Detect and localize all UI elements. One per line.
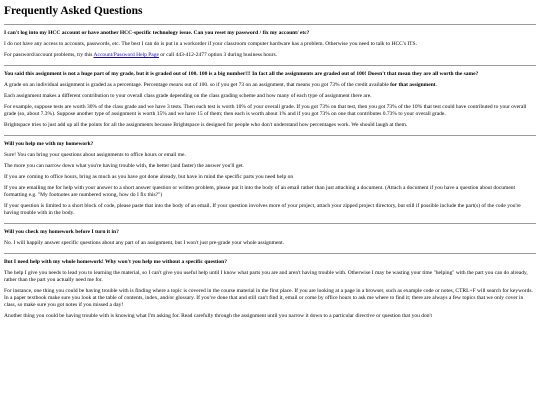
faq-answer-paragraph: I do not have any access to accounts, passwords, etc. The best I can do is put in a workorder if your classroom computer hardware has a problem. Otherwise you need to talk to HCC's ITS.: [4, 41, 417, 47]
faq-answer-paragraph: Each assignment makes a different contribution to your overall class grade depending on the class grading scheme and how many of each type of assignment there are.: [4, 93, 372, 99]
faq-answer-paragraph: [4, 52, 536, 59]
faq-answer-paragraph: If you are emailing me for help with your answer to a short answer question or written problem, please put it into the body of an email rather than just attaching a document. (Attach a document if you have a question about document formatting e.g. "My footnotes are numbered wrong, how do I fix this?"): [4, 185, 516, 198]
faq-answer-paragraph: If you are coming to office hours, bring as much as you have got done already, but have in mind the specific parts you need help on: [4, 174, 294, 180]
faq-answer-paragraph: No. I will happily answer specific questions about any part of an assignment, but I won't just pre-grade your whole assignment.: [4, 240, 285, 246]
page-title: Frequently Asked Questions: [4, 5, 143, 17]
faq-item: [4, 30, 536, 59]
faq-item: [4, 229, 536, 247]
answer-text: or call 443-412-2477 option 3 during business hours.: [158, 52, 278, 58]
faq-question: I can't log into my HCC account or have another HCC-specific technology issue. Can you reset my password / fix my account/ etc?: [4, 30, 310, 36]
faq-answer-paragraph: The help I give you needs to lead you to learning the material, so I can't give you useful help until I know what parts you are and aren't having trouble with. Otherwise I may be wasting your time "helping" with the part you can do already, rather than the part you actually need me for.: [4, 270, 528, 283]
divider: [4, 65, 536, 66]
faq-answer-paragraph: The more you can narrow down what you're having trouble with, the better (and faster) the answer you'll get.: [4, 163, 244, 169]
faq-item: [4, 259, 536, 320]
faq-answer-paragraph: For instance, one thing you could be having trouble with is finding where a topic is covered in the course material in the first place. If you are looking at a page in a browser, such as example code or notes, CTRL+F will search for keywords. In a paper textbook make sure you look at the table of contents, index, and/or glossary. If you've done that and still can't find it, email or come by office hours to ask me where to find it; there are always a few topics that we only cover in class, so make sure you got notes if you missed a day!: [4, 288, 533, 308]
faq-answer-paragraph: Brightspace tries to just add up all the points for all the assignments because Brightspace is designed for people who don't understand how percentages work. We should laugh at them.: [4, 122, 408, 128]
faq-answer-paragraph: For example, suppose tests are worth 30% of the class grade and we have 3 tests. Then each test is worth 10% of your overall grade. If you got 73% on that test, then you got 73% of the 10% that test could have contributed to your overall grade (so, about 7.3%). Suppose another type of assignment is worth 15% and we have 15 of them; then each is worth about 1% and if you got 73% on one that contributes 0.73% to your overall grade.: [4, 104, 527, 117]
answer-text: .: [435, 82, 437, 88]
account-help-link[interactable]: Account/Password Help Page: [93, 52, 159, 58]
faq-answer-paragraph: Sure! You can bring your questions about assignments to office hours or email me.: [4, 152, 186, 158]
faq-question: Will you check my homework before I turn it in?: [4, 229, 119, 235]
bold-text: for that assignment: [390, 82, 436, 88]
faq-item: [4, 141, 536, 217]
faq-question: You said this assignment is not a huge part of my grade, but it is graded out of 100. 100 is a big number!!! In fact all the assignments are graded out of 100! Doesn't that mean they are all worth the same?: [4, 71, 479, 77]
answer-text: For password/account problems, try this: [4, 52, 94, 58]
faq-question: Will you help me with my homework?: [4, 141, 94, 147]
answer-text: A grade on an individual assignment is graded as a percentage. Percentage: [4, 82, 170, 88]
divider: [4, 135, 536, 136]
faq-answer-paragraph: Another thing you could be having trouble with is knowing what I'm asking for. Read carefully through the assignment until you narrow it down to a particular directive or question that you don't: [4, 313, 432, 319]
faq-question: But I need help with my whole homework! Why won't you help me without a specific question?: [4, 259, 227, 265]
emphasis-text: means: [169, 82, 184, 88]
divider: [4, 253, 536, 254]
divider: [4, 24, 536, 25]
answer-text: out of 100. so if you get 73 on an assignment, that means you got 73% of the credit available: [183, 82, 391, 88]
faq-answer-paragraph: [4, 82, 536, 89]
faq-answer-paragraph: If your question is limited to a short block of code, please paste that into the body of an email. If your question involves more of your project, attach your zipped project directory, but still if possible include the part(s) of the code you're having trouble with in the body.: [4, 203, 521, 216]
faq-item: [4, 71, 536, 129]
divider: [4, 223, 536, 224]
